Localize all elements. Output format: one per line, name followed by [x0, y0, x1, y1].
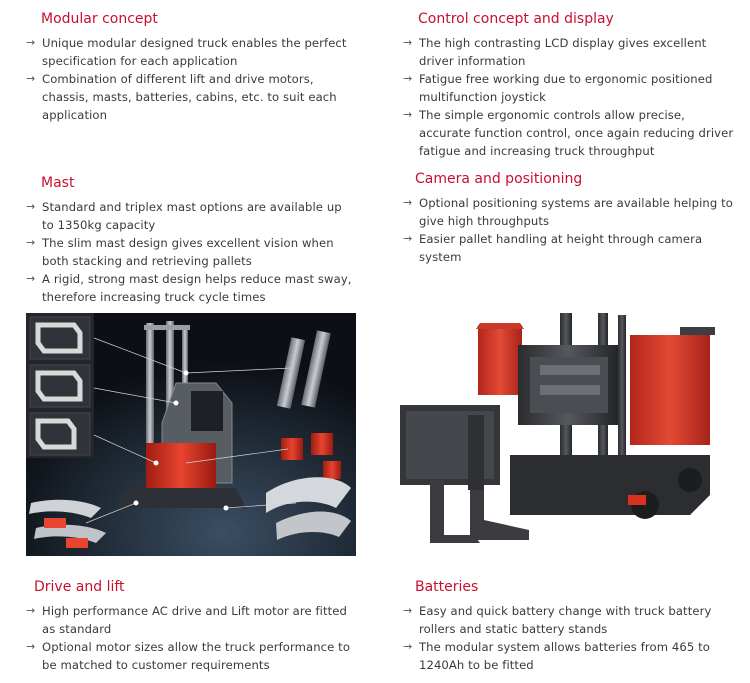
- arrow-icon: →: [403, 640, 413, 653]
- list-item-text: Combination of different lift and drive motors, chassis, masts, batteries, cabins, etc. to suit each application: [42, 72, 337, 122]
- illustration-graphic: [26, 313, 356, 556]
- section-heading: Drive and lift: [34, 579, 125, 595]
- section-control-concept: [403, 10, 735, 160]
- section-heading: Control concept and display: [418, 11, 614, 27]
- list-item: [403, 106, 735, 160]
- list-item: [26, 198, 356, 234]
- list-item-text: Easy and quick battery change with truck battery rollers and static battery stands: [419, 604, 712, 636]
- list-item: [26, 638, 356, 674]
- list-item-text: Easier pallet handling at height through camera system: [419, 232, 703, 264]
- arrow-icon: →: [26, 640, 36, 653]
- arrow-icon: →: [26, 236, 36, 249]
- arrow-icon: →: [26, 36, 36, 49]
- list-item: [403, 34, 735, 70]
- list-item-text: Standard and triplex mast options are available up to 1350kg capacity: [42, 200, 342, 232]
- section-camera-positioning: [403, 170, 735, 266]
- truck-forks-photo: [390, 305, 725, 555]
- list-item: [26, 270, 356, 306]
- list-item: [403, 194, 735, 230]
- section-heading: Batteries: [415, 579, 479, 595]
- bullet-list: [403, 194, 735, 266]
- list-item-text: Optional positioning systems are available helping to give high throughputs: [419, 196, 733, 228]
- list-item-text: A rigid, strong mast design helps reduce mast sway, therefore increasing truck cycle times: [42, 272, 352, 304]
- list-item-text: The simple ergonomic controls allow precise, accurate function control, once again reducing driver fatigue and increasing truck throughput: [419, 108, 734, 158]
- section-heading: Modular concept: [41, 11, 158, 27]
- section-modular-concept: [26, 10, 356, 124]
- list-item: [403, 638, 735, 674]
- bullet-list: [26, 34, 356, 124]
- section-heading: Mast: [41, 175, 75, 191]
- list-item-text: Optional motor sizes allow the truck performance to be matched to customer requirements: [42, 640, 351, 672]
- bullet-list: [403, 34, 735, 160]
- arrow-icon: →: [26, 272, 36, 285]
- bullet-list: [26, 602, 356, 674]
- list-item: [26, 602, 356, 638]
- list-item: [403, 602, 735, 638]
- list-item: [26, 70, 356, 124]
- truck-photo-graphic: [390, 305, 725, 555]
- arrow-icon: →: [403, 108, 413, 121]
- section-mast: [26, 174, 356, 306]
- list-item-text: Fatigue free working due to ergonomic positioned multifunction joystick: [419, 72, 713, 104]
- list-item-text: Unique modular designed truck enables the perfect specification for each application: [42, 36, 347, 68]
- arrow-icon: →: [403, 72, 413, 85]
- section-heading: Camera and positioning: [415, 171, 583, 187]
- list-item-text: The high contrasting LCD display gives excellent driver information: [419, 36, 707, 68]
- arrow-icon: →: [403, 196, 413, 209]
- bullet-list: [403, 602, 735, 674]
- list-item: [26, 34, 356, 70]
- arrow-icon: →: [26, 200, 36, 213]
- arrow-icon: →: [403, 232, 413, 245]
- list-item-text: The slim mast design gives excellent vision when both stacking and retrieving pallets: [42, 236, 334, 268]
- list-item-text: The modular system allows batteries from 465 to 1240Ah to be fitted: [419, 640, 710, 672]
- section-drive-lift: [26, 578, 356, 674]
- bullet-list: [26, 198, 356, 306]
- arrow-icon: →: [403, 36, 413, 49]
- section-batteries: [403, 578, 735, 674]
- arrow-icon: →: [26, 604, 36, 617]
- arrow-icon: →: [403, 604, 413, 617]
- list-item: [403, 70, 735, 106]
- list-item-text: High performance AC drive and Lift motor are fitted as standard: [42, 604, 347, 636]
- list-item: [26, 234, 356, 270]
- list-item: [403, 230, 735, 266]
- arrow-icon: →: [26, 72, 36, 85]
- mast-component-illustration: [26, 313, 356, 556]
